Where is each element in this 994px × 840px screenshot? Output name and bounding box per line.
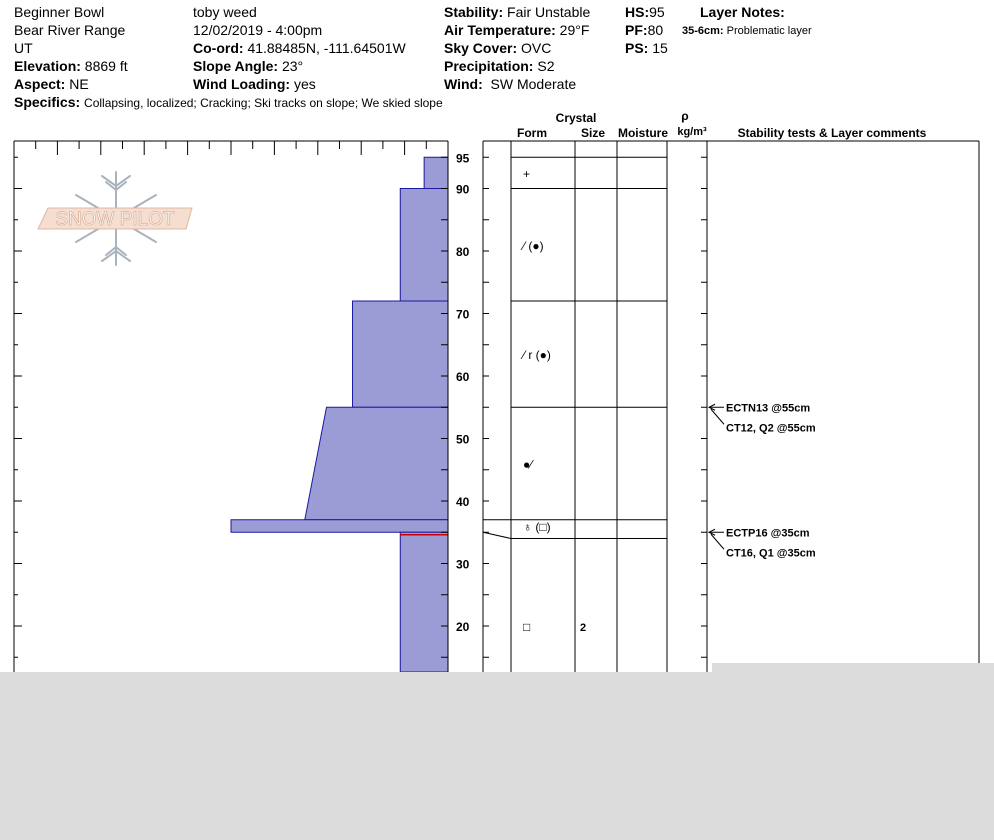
hardness-layer — [400, 189, 448, 302]
wind: Wind: SW Moderate — [444, 76, 577, 92]
crystal-form: ♁ (□) — [523, 520, 551, 534]
snowpilot-logo — [38, 208, 192, 230]
depth-tick-label: 80 — [456, 245, 470, 259]
location-name: Beginner Bowl — [14, 4, 105, 20]
stability: Stability: Fair Unstable — [444, 4, 591, 20]
depth-tick-label: 30 — [456, 557, 470, 572]
hs: HS:95 — [625, 4, 665, 20]
crystal-form: ●⁄ — [523, 457, 533, 472]
stability-test-label: ECTN13 @55cm — [726, 402, 811, 415]
aspect: Aspect: NE — [14, 76, 89, 92]
precipitation: Precipitation: S2 — [444, 58, 555, 74]
crystal-table — [483, 109, 979, 672]
crystal-form: ⁄ r (●) — [523, 348, 551, 363]
stability-test-label: ECTP16 @35cm — [726, 527, 810, 540]
hardness-layer — [424, 157, 448, 188]
elevation: Elevation: 8869 ft — [14, 58, 128, 74]
depth-tick-label: 60 — [456, 370, 470, 384]
hardness-layers — [231, 157, 448, 672]
mountain-range: Bear River Range — [14, 22, 126, 38]
stability-tests-header: Stability tests & Layer comments — [737, 126, 927, 140]
depth-tick-label: 40 — [456, 495, 470, 509]
crystal-forms — [520, 167, 586, 634]
datetime: 12/02/2019 - 4:00pm — [193, 22, 323, 38]
coordinates: Co-ord: 41.88485N, -111.64501W — [193, 40, 406, 56]
slope-angle: Slope Angle: 23° — [193, 58, 304, 74]
depth-tick-label: 70 — [456, 307, 470, 322]
page-bottom-gap — [712, 663, 994, 673]
crystal-form: □ — [523, 620, 531, 634]
stability-tests — [709, 402, 816, 559]
hardness-layer — [305, 407, 448, 520]
test-pointer — [711, 534, 724, 549]
sky-cover: Sky Cover: OVC — [444, 40, 552, 56]
observer: toby weed — [193, 4, 257, 20]
air-temperature: Air Temperature: 29°F — [444, 22, 590, 38]
crystal-header: Crystal — [555, 111, 597, 125]
wind-loading: Wind Loading: yes — [193, 76, 316, 92]
depth-tick-label: 95 — [456, 151, 470, 166]
form-header: Form — [517, 126, 547, 140]
depth-tick-label: 90 — [456, 182, 470, 197]
hardness-layer — [400, 532, 448, 672]
crystal-size: 2 — [580, 622, 587, 634]
density-header: kg/m³ — [677, 126, 707, 138]
ps: PS: 15 — [625, 40, 668, 56]
state: UT — [14, 40, 33, 56]
test-pointer — [711, 409, 724, 424]
hardness-layer — [231, 520, 448, 533]
pf: PF:80 — [625, 22, 664, 38]
hardness-layer — [353, 301, 448, 407]
size-header: Size — [580, 126, 606, 140]
left-depth-ticks — [14, 157, 22, 657]
moisture-header: Moisture — [617, 126, 669, 140]
stability-test-label: CT12, Q2 @55cm — [726, 422, 816, 435]
hardness-ticks — [14, 141, 448, 155]
layer-note: 35-6cm: Problematic layer — [682, 25, 812, 37]
depth-tick-label: 50 — [456, 432, 470, 447]
rho-header: ρ — [681, 109, 689, 123]
logo-text: SNOW PILOT — [55, 209, 175, 230]
stability-test-label: CT16, Q1 @35cm — [726, 547, 816, 560]
crystal-form: + — [523, 166, 531, 181]
depth-tick-label: 20 — [456, 620, 470, 634]
specifics: Specifics: Collapsing, localized; Cracking; Ski tracks on slope; We skied slope — [14, 94, 443, 110]
layer-notes-label: Layer Notes: — [700, 4, 785, 20]
crystal-form: ⁄ (●) — [523, 238, 544, 253]
